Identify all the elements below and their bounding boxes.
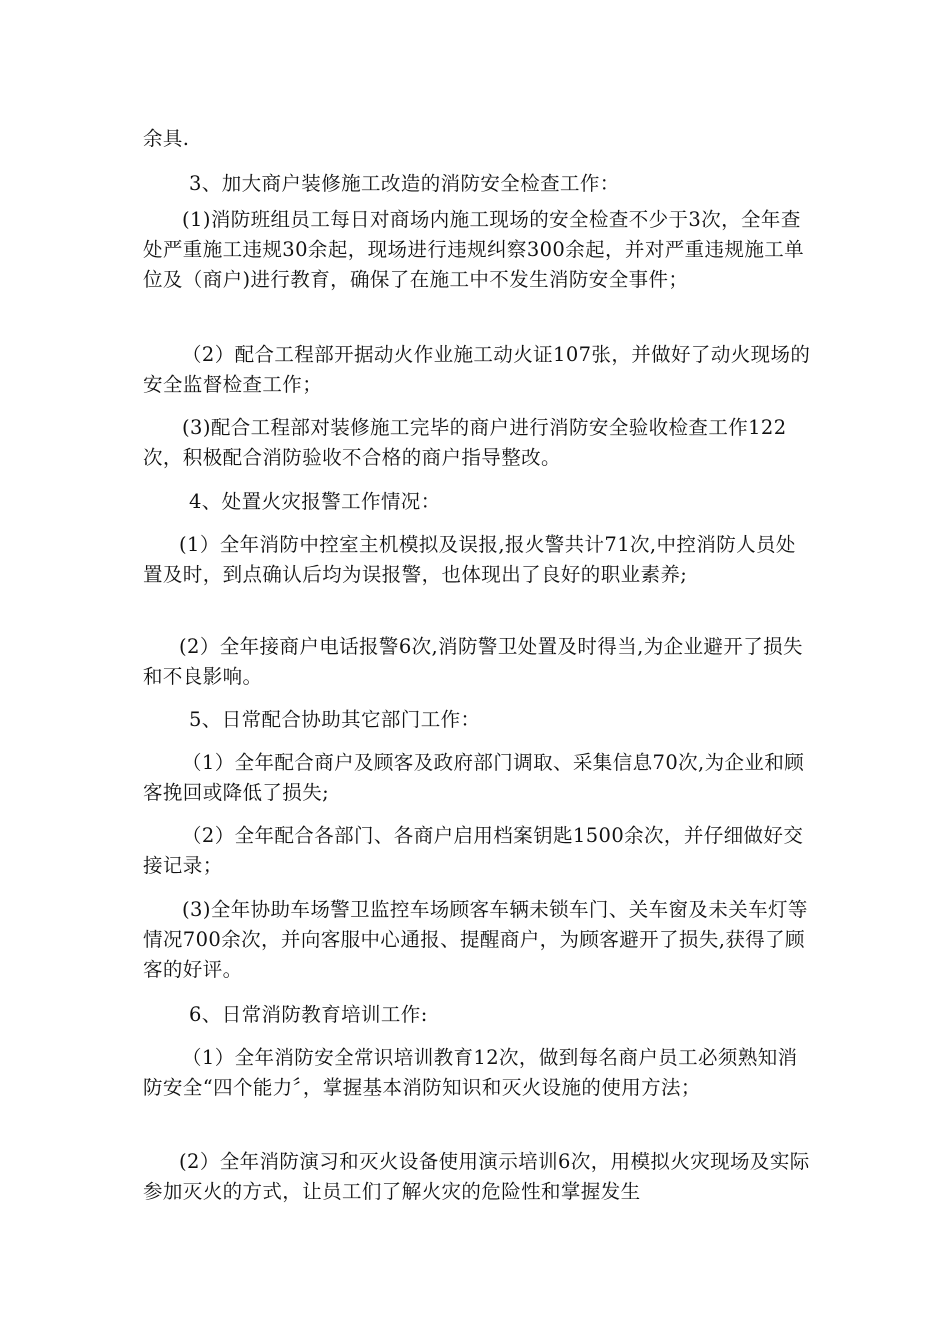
paragraph-4-2: (2）全年接商户电话报警6次,消防警卫处置及时得当,为企业避开了损失和不良影响。 bbox=[143, 635, 803, 688]
paragraph-5-2: （2）全年配合各部门、各商户启用档案钥匙1500余次，并仔细做好交接记录； bbox=[143, 824, 804, 877]
paragraph-5-1: （1）全年配合商户及顾客及政府部门调取、采集信息70次,为企业和顾客挽回或降低了损失; bbox=[143, 751, 805, 804]
section-heading-4: 4、处置火灾报警工作情况： bbox=[189, 490, 441, 513]
paragraph-3-1: (1)消防班组员工每日对商场内施工现场的安全检查不少于3次，全年查处严重施工违规30余起，现场进行违规纠察300余起，并对严重违规施工单位及（商户)进行教育，确保了在施工中不发生消防安全事件； bbox=[143, 208, 805, 291]
paragraph-6-1: （1）全年消防安全常识培训教育12次，做到每名商户员工必须熟知消防安全“四个能力〞，掌握基本消防知识和灭火设施的使用方法； bbox=[143, 1046, 798, 1099]
paragraph-continuation: 余具. bbox=[143, 127, 190, 150]
section-heading-6: 6、日常消防教育培训工作: bbox=[189, 1003, 428, 1026]
paragraph-5-3: (3)全年协助车场警卫监控车场顾客车辆未锁车门、关车窗及未关车灯等情况700余次，并向客服中心通报、提醒商户，为顾客避开了损失,获得了顾客的好评。 bbox=[143, 898, 808, 981]
paragraph-4-1: (1）全年消防中控室主机模拟及误报,报火警共计71次,中控消防人员处置及时，到点确认后均为误报警，也体现出了良好的职业素养; bbox=[143, 533, 796, 586]
section-heading-5: 5、日常配合协助其它部门工作： bbox=[189, 708, 481, 731]
paragraph-6-2: (2）全年消防演习和灭火设备使用演示培训6次，用模拟火灾现场及实际参加灭火的方式，让员工们了解火灾的危险性和掌握发生 bbox=[143, 1150, 810, 1203]
paragraph-3-2: （2）配合工程部开据动火作业施工动火证107张，并做好了动火现场的安全监督检查工作； bbox=[143, 343, 811, 396]
section-heading-3: 3、加大商户装修施工改造的消防安全检查工作： bbox=[189, 172, 620, 195]
paragraph-3-3: (3)配合工程部对装修施工完毕的商户进行消防安全验收检查工作122次，积极配合消防验收不合格的商户指导整改。 bbox=[143, 416, 787, 469]
